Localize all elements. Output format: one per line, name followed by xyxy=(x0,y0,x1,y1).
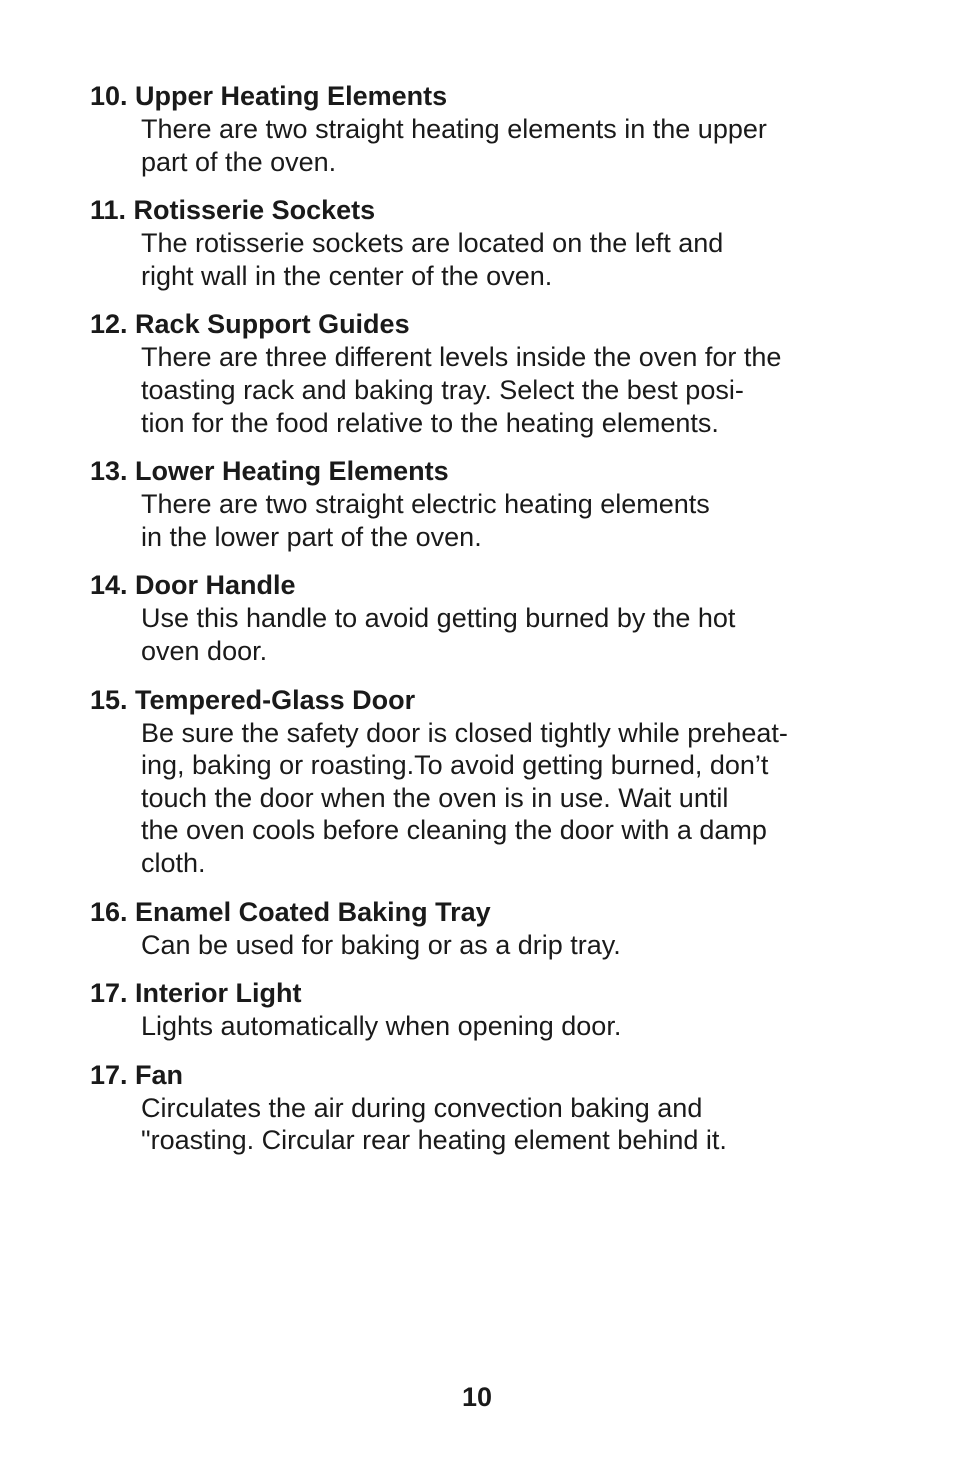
item-description-line: There are two straight electric heating elements xyxy=(141,489,710,520)
item-description-line: Lights automatically when opening door. xyxy=(141,1011,622,1042)
item-description-line: toasting rack and baking tray. Select the best posi- xyxy=(141,374,744,405)
item-description-line: The rotisserie sockets are located on the left and xyxy=(141,228,724,259)
item-description-line: There are three different levels inside the oven for the xyxy=(141,342,782,373)
item-description-line: oven door. xyxy=(141,635,268,666)
list-item-interior-light xyxy=(90,977,880,1043)
item-description-line: cloth. xyxy=(141,847,206,878)
item-description-line: the oven cools before cleaning the door with a damp xyxy=(141,815,767,846)
item-description-line: ing, baking or roasting.To avoid getting burned, don’t xyxy=(141,750,769,781)
item-heading: 12. Rack Support Guides xyxy=(90,309,410,340)
item-description-line: right wall in the center of the oven. xyxy=(141,260,553,291)
list-item-fan xyxy=(90,1059,880,1157)
list-item-rack-support-guides xyxy=(90,308,880,439)
list-item-lower-heating-elements xyxy=(90,455,880,553)
item-heading: 10. Upper Heating Elements xyxy=(90,81,448,111)
list-item-door-handle xyxy=(90,569,880,667)
item-description-line: Can be used for baking or as a drip tray. xyxy=(141,929,621,960)
list-item-enamel-baking-tray xyxy=(90,896,880,962)
item-description-line: Be sure the safety door is closed tightly while preheat- xyxy=(141,717,788,748)
item-description-line: part of the oven. xyxy=(141,146,337,177)
list-item-tempered-glass-door xyxy=(90,684,880,880)
item-heading: 15. Tempered-Glass Door xyxy=(90,684,416,715)
list-item-upper-heating-elements xyxy=(90,80,880,178)
item-heading: 11. Rotisserie Sockets xyxy=(90,195,376,226)
item-description-line: in the lower part of the oven. xyxy=(141,521,482,552)
parts-description-list xyxy=(90,80,880,1173)
page-number: 10 xyxy=(461,1382,493,1412)
item-heading: 17. Interior Light xyxy=(90,978,302,1009)
item-heading: 16. Enamel Coated Baking Tray xyxy=(90,896,491,927)
item-description-line: Circulates the air during convection baking and xyxy=(141,1092,703,1123)
item-description-line: Use this handle to avoid getting burned by the hot xyxy=(141,603,736,634)
item-heading: 17. Fan xyxy=(90,1059,184,1090)
item-description-line: tion for the food relative to the heating elements. xyxy=(141,407,719,438)
item-description-line: There are two straight heating elements in the upper xyxy=(141,114,767,144)
item-heading: 14. Door Handle xyxy=(90,570,296,601)
item-description-line: touch the door when the oven is in use. Wait until xyxy=(141,782,729,813)
item-heading: 13. Lower Heating Elements xyxy=(90,456,449,487)
list-item-rotisserie-sockets xyxy=(90,194,880,292)
item-description-line: "roasting. Circular rear heating element behind it. xyxy=(141,1125,727,1156)
